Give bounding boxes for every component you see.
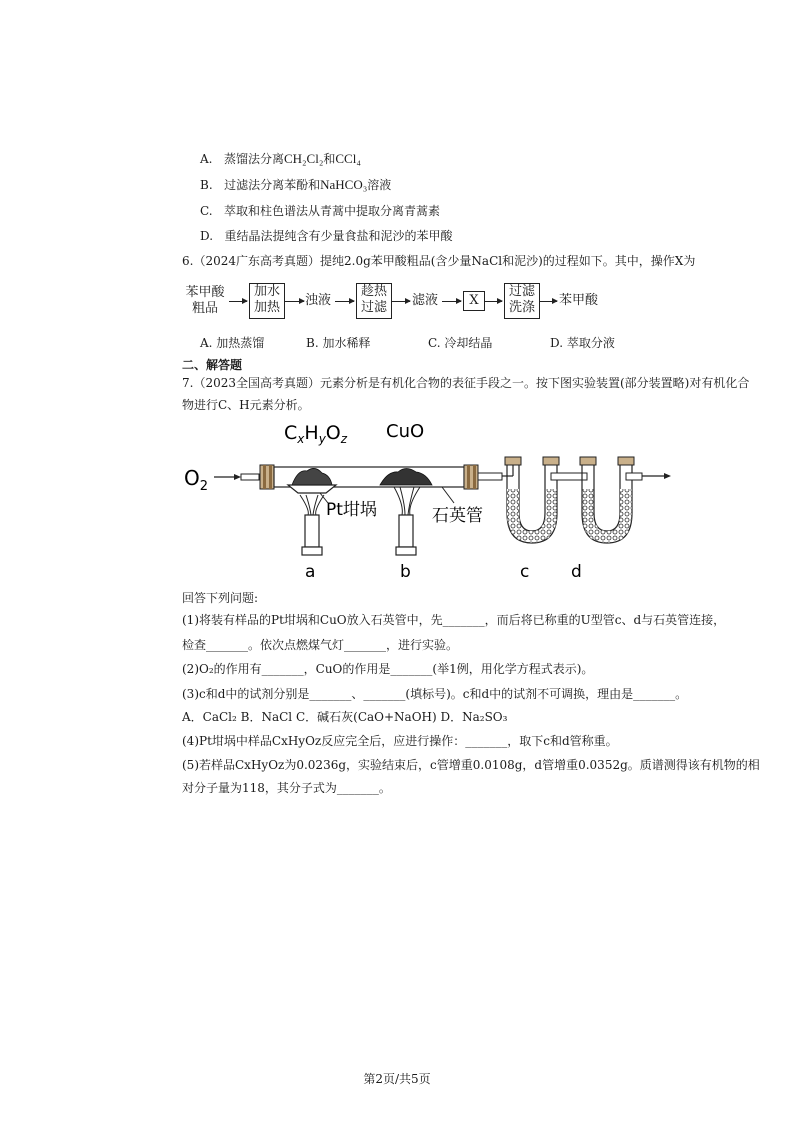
label-d: d	[571, 562, 582, 582]
flow-arrow	[484, 301, 502, 302]
q7-stem-line1: 7.（2023全国高考真题）元素分析是有机化合物的表征手段之一。按下图实验装置(部分装置略)对有机化合	[182, 376, 750, 390]
q5-option-c	[200, 203, 440, 219]
flow-arrow	[284, 301, 304, 302]
q7-part-3: (3)c和d中的试剂分别是_______、_______(填标号)。c和d中的试剂不可调换，理由是_______。	[182, 687, 688, 701]
q7-part-5a: (5)若样品CxHyOz为0.0236g，实验结束后，c管增重0.0108g，d管增重0.0352g。质谱测得该有机物的相	[182, 758, 760, 772]
q6-stem: 6.（2024广东高考真题）提纯2.0g苯甲酸粗品(含少量NaCl和泥沙)的过程如下。其中，操作X为	[182, 254, 696, 268]
flow-box-heat	[249, 283, 285, 319]
option-letter: C.	[200, 204, 213, 218]
option-text: 溶液	[367, 178, 392, 192]
q5-option-a	[200, 151, 361, 167]
flow-box-line: 过滤	[508, 284, 535, 299]
burner-b	[399, 515, 413, 547]
u-tube-d-inner	[594, 461, 620, 531]
option-text: 过滤法分离苯酚和	[224, 178, 321, 192]
q7-part-3-options: A．CaCl₂ B．NaCl C．碱石灰(CaO+NaOH) D．Na₂SO₃	[182, 710, 508, 724]
stopper-band	[263, 465, 266, 489]
q6-choice-c: C. 冷却结晶	[428, 336, 493, 350]
flow-arrow	[442, 301, 461, 302]
u-tube-d-packing	[582, 489, 632, 543]
q5-option-b	[200, 177, 391, 193]
stopper-band	[473, 465, 476, 489]
option-text: 蒸馏法分离	[223, 152, 284, 166]
burner-a	[305, 515, 319, 547]
answer-intro: 回答下列问题:	[182, 591, 259, 605]
q7-part-2: (2)O₂的作用有_______，CuO的作用是_______(举1例，用化学方程式表示)。	[182, 662, 594, 676]
inlet-arrowhead	[234, 474, 241, 480]
flow-start-line2: 粗品	[191, 301, 218, 316]
flow-filtrate: 滤液	[412, 293, 439, 308]
apparatus-diagram	[180, 415, 680, 585]
q7-part-4: (4)Pt坩埚中样品CxHyOz反应完全后，应进行操作：_______，取下c和d管称重。	[182, 734, 618, 748]
flame-b	[394, 487, 420, 515]
option-letter: A.	[200, 152, 213, 166]
option-letter: D.	[200, 229, 214, 243]
label-b: b	[400, 562, 411, 582]
u-tube-c-stopper-right	[543, 457, 559, 465]
sample-formula-label: $C_xH_yO_z$	[284, 422, 348, 446]
flow-start	[182, 285, 228, 317]
crucible-label: Pt坩埚	[326, 500, 377, 520]
flow-box-x: X	[463, 291, 485, 311]
chem-formula: NaHCO₃	[320, 177, 368, 192]
chem-formula: CCl₄	[335, 151, 361, 166]
chem-formula: CH₂Cl₂	[283, 151, 324, 166]
flow-box-wash	[504, 283, 540, 319]
option-text: 和	[323, 152, 336, 166]
flow-turbid: 浊液	[305, 293, 332, 308]
u-tube-c-packing	[507, 489, 557, 543]
flow-end: 苯甲酸	[559, 293, 599, 308]
outlet-tube	[626, 473, 642, 480]
u-tube-c-inner	[519, 461, 545, 531]
inlet-tube	[241, 474, 259, 480]
quartz-tube-label: 石英管	[432, 506, 483, 526]
flow-box-line: 加热	[253, 300, 280, 315]
u-tube-d-stopper-right	[618, 457, 634, 465]
u-tube-d-stopper-left	[580, 457, 596, 465]
leader-line	[442, 487, 454, 503]
label-c: c	[520, 562, 530, 582]
option-text: 萃取和柱色谱法从青蒿中提取分离青蒿素	[224, 204, 441, 218]
q6-choice-d: D. 萃取分液	[550, 336, 615, 350]
flow-box-line: 洗涤	[508, 300, 535, 315]
flow-box-line: 趁热	[360, 284, 387, 299]
outlet-arrowhead	[664, 473, 671, 479]
q7-stem-line2: 物进行C、H元素分析。	[182, 398, 310, 412]
option-text: 重结晶法提纯含有少量食盐和泥沙的苯甲酸	[224, 229, 453, 243]
flame-a	[300, 495, 324, 515]
q6-choice-b: B. 加水稀释	[306, 336, 371, 350]
q7-part-5b: 对分子量为118，其分子式为_______。	[182, 781, 391, 795]
burner-a-base	[302, 547, 322, 555]
o2-label: $O_2$	[184, 466, 209, 494]
stopper-band	[467, 465, 470, 489]
flow-box-line: 加水	[253, 284, 280, 299]
page-footer: 第2页/共5页	[363, 1072, 431, 1086]
flow-arrow	[391, 301, 410, 302]
flow-arrow	[335, 301, 354, 302]
q6-choice-a: A. 加热蒸馏	[200, 336, 265, 350]
burner-b-base	[396, 547, 416, 555]
flow-arrow	[539, 301, 557, 302]
u-tube-c-stopper-left	[505, 457, 521, 465]
flow-box-filter-hot	[356, 283, 392, 319]
q7-part-1b: 检查_______。依次点燃煤气灯_______，进行实验。	[182, 638, 459, 652]
q5-option-d	[200, 228, 452, 244]
flow-box-line: 过滤	[360, 300, 387, 315]
stopper-band	[269, 465, 272, 489]
label-a: a	[305, 562, 316, 582]
pt-crucible	[288, 485, 336, 493]
option-letter: B.	[200, 178, 213, 192]
connector-tube	[478, 473, 502, 480]
q7-part-1a: (1)将装有样品的Pt坩埚和CuO放入石英管中，先_______，而后将已称重的U型管c、d与石英管连接，	[182, 613, 726, 627]
cuo-label: CuO	[386, 421, 425, 442]
flow-arrow	[229, 301, 247, 302]
section-title: 二、解答题	[182, 358, 243, 372]
flow-start-line1: 苯甲酸	[185, 285, 225, 300]
